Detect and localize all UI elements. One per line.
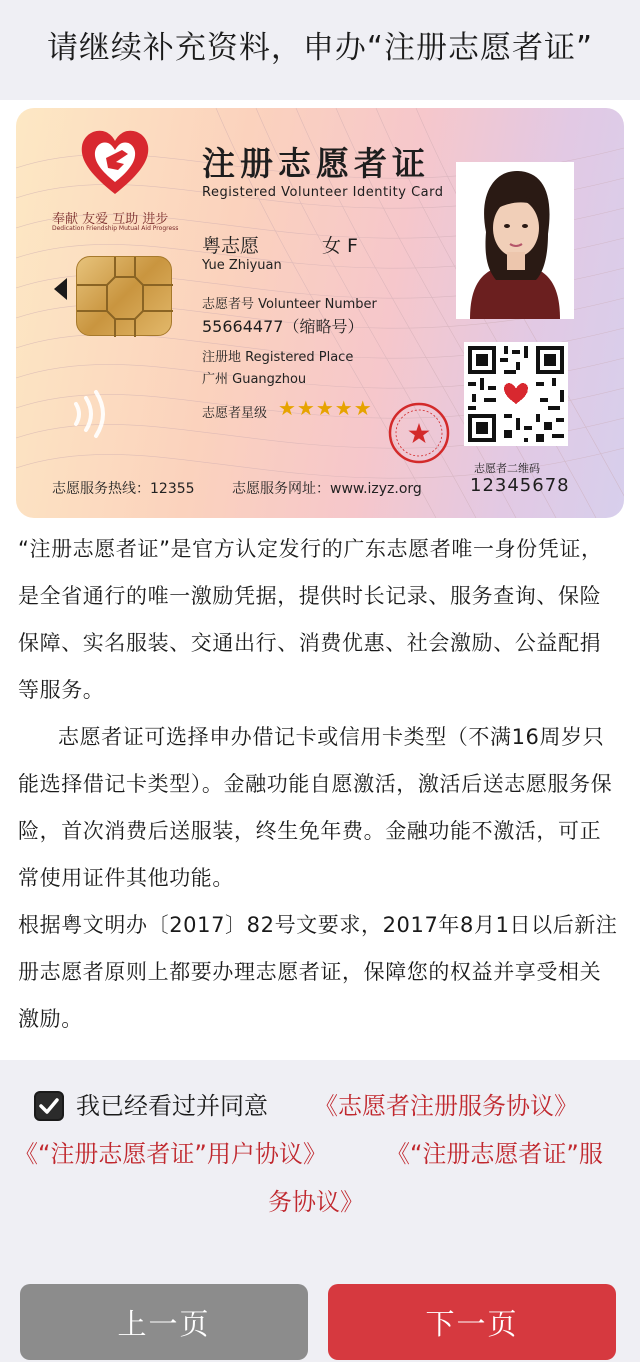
service-website: 志愿服务网址：www.izyz.org — [232, 481, 422, 497]
cardholder-name: 粤志愿 — [202, 235, 260, 257]
cardholder-photo — [456, 162, 574, 319]
qr-code-label: 志愿者二维码 — [474, 462, 540, 475]
chip-icon — [76, 256, 172, 336]
agree-label: 我已经看过并同意 — [76, 1092, 268, 1120]
qr-code — [464, 342, 568, 446]
official-seal-icon — [387, 401, 451, 465]
heart-hand-logo-icon — [78, 128, 152, 198]
agreement-section — [0, 1076, 640, 1226]
volunteer-card-image — [16, 108, 624, 518]
card-type-paragraph: 志愿者证可选择申办借记卡或信用卡类型（不满16周岁只能选择借记卡类型）。金融功能自愿激活，激活后送志愿服务保险，首次消费后送服装，终生免年费。金融功能不激活，可正常使用证件其他功能。 — [18, 725, 613, 890]
checkmark-icon — [38, 1096, 60, 1116]
page-title: 请继续补充资料，申办“注册志愿者证” — [46, 30, 594, 66]
registered-place-value: 广州 Guangzhou — [202, 372, 307, 387]
contactless-icon — [64, 384, 116, 444]
volunteer-registration-agreement-link[interactable]: 《志愿者注册服务协议》 — [314, 1092, 578, 1120]
service-hotline: 志愿服务热线：12355 — [52, 481, 195, 497]
registered-place-label: 注册地 Registered Place — [202, 350, 354, 365]
cardholder-name-english: Yue Zhiyuan — [202, 258, 282, 273]
card-user-agreement-link[interactable]: 《“注册志愿者证”用户协议》 — [14, 1140, 327, 1168]
content-panel — [0, 100, 640, 1060]
cardholder-gender: 女 F — [322, 235, 358, 257]
volunteer-number-value: 55664477（缩略号） — [202, 317, 364, 336]
card-service-agreement-link-continued[interactable]: 务协议》 — [268, 1188, 364, 1216]
insert-arrow-icon — [54, 278, 67, 300]
intro-paragraph: “注册志愿者证”是官方认定发行的广东志愿者唯一身份凭证，是全省通行的唯一激励凭据，提供时长记录、服务查询、保险保障、实名服装、交通出行、消费优惠、社会激励、公益配捐等服务。 — [18, 537, 603, 702]
star-rating: ★★★★★ — [278, 396, 373, 420]
agree-checkbox[interactable] — [34, 1091, 64, 1121]
card-title: 注册志愿者证 — [202, 144, 430, 183]
header — [0, 0, 640, 100]
qr-code-number: 12345678 — [470, 475, 570, 496]
card-slogan: 奉献 友爱 互助 进步 — [52, 212, 169, 227]
card-slogan-english: Dedication Friendship Mutual Aid Progress — [52, 225, 179, 232]
policy-paragraph: 根据粤文明办〔2017〕82号文要求，2017年8月1日以后新注册志愿者原则上都要办理志愿者证，保障您的权益并享受相关激励。 — [18, 913, 618, 1031]
card-service-agreement-link[interactable]: 《“注册志愿者证”服 — [386, 1140, 603, 1168]
volunteer-star-label: 志愿者星级 — [202, 406, 268, 421]
volunteer-number-label: 志愿者号 Volunteer Number — [202, 297, 377, 312]
previous-page-button[interactable]: 上一页 — [20, 1284, 308, 1360]
card-title-english: Registered Volunteer Identity Card — [202, 185, 444, 200]
next-page-button[interactable]: 下一页 — [328, 1284, 616, 1360]
